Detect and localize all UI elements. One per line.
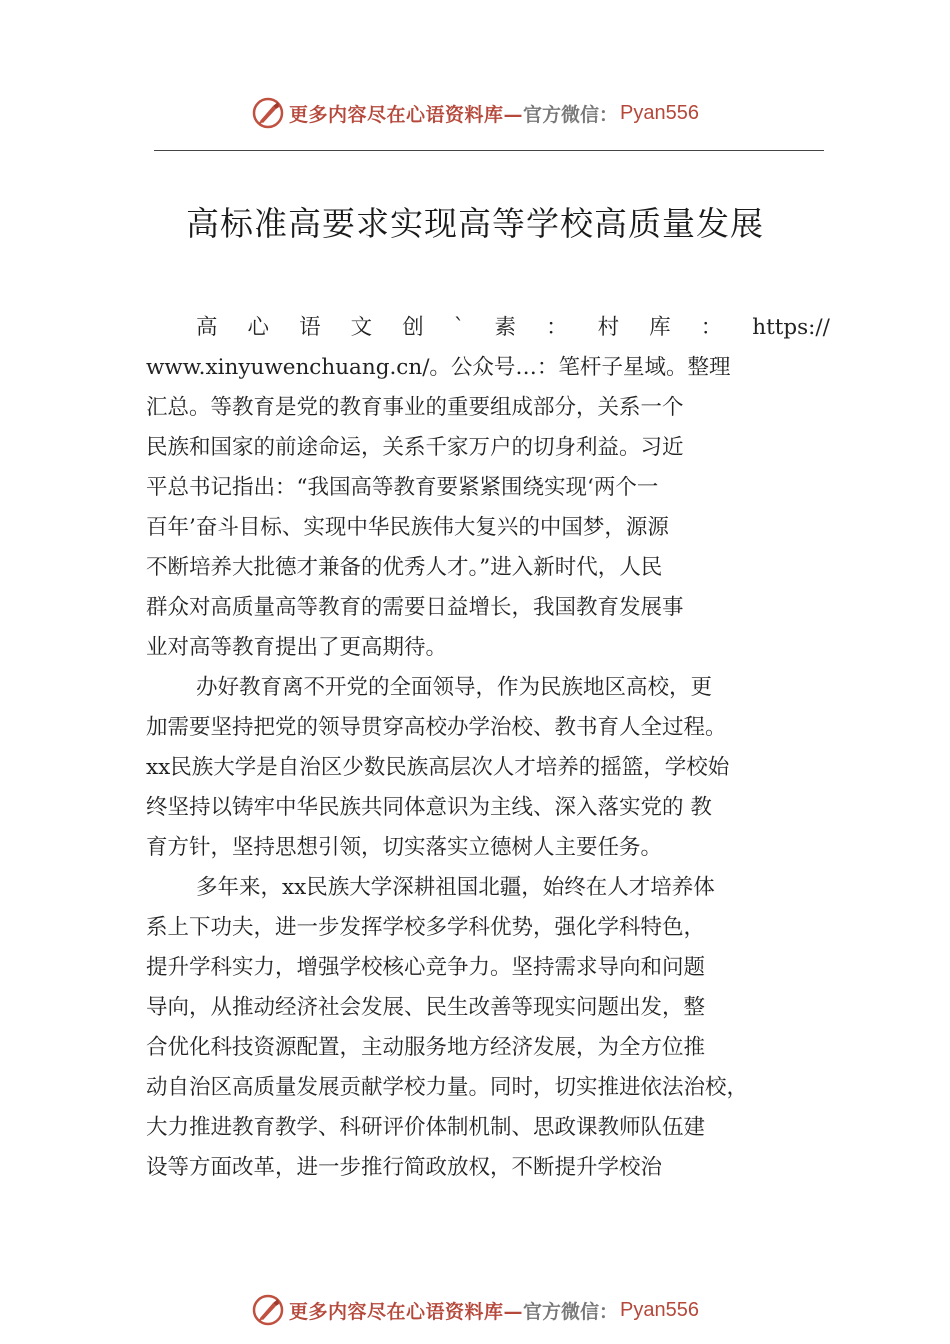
text-line: 群众对高质量高等教育的需要日益增长，我国教育发展事 [146,595,684,620]
text-line: 加需要坚持把党的领导贯穿高校办学治校、教书育人全过程。 [146,715,727,740]
text-line: 业对高等教育提出了更高期待。 [146,635,448,660]
quill-logo-icon [251,96,285,130]
text-line: 育方针，坚持思想引领，切实落实立德树人主要任务。 [146,835,663,860]
text-line: 不断培养大批德才兼备的优秀人才。”进入新时代，人民 [146,555,663,580]
header-banner [0,93,950,133]
banner-wechat-id: Pyan556 [620,1298,699,1321]
quill-logo-icon [251,1293,285,1327]
first-line [146,308,830,348]
text-line: 合优化科技资源配置，主动服务地方经济发展，为全方位推 [146,1035,706,1060]
text-line: 汇总。等教育是党的教育事业的重要组成部分，关系一个 [146,395,684,420]
first-line-char: 库 [649,315,671,340]
first-line-char: 语 [299,315,321,340]
banner-wechat-id: Pyan556 [620,101,699,124]
text-line: 百年’奋斗目标、实现中华民族伟大复兴的中国梦，源源 [146,515,669,540]
text-line: 设等方面改革，进一步推行简政放权，不断提升学校治 [146,1155,663,1180]
text-line: 大力推进教育教学、科研评价体制机制、思政课教师队伍建 [146,1115,706,1140]
text-line: www.xinyuwenchuang.cn/。公众号…：笔杆子星域。整理 [146,355,731,380]
first-line-char: https:// [752,315,830,340]
text-line: 民族和国家的前途命运，关系千家万户的切身利益。习近 [146,435,684,460]
page-title: 高标准高要求实现高等学校高质量发展 [186,204,764,243]
text-line: 提升学科实力，增强学校核心竞争力。坚持需求导向和问题 [146,955,706,980]
paragraph-start-line: 多年来，xx民族大学深耕祖国北疆，始终在人才培养体 [196,875,715,900]
first-line-char: 村 [597,315,620,340]
text-line: 平总书记指出：“我国高等教育要紧紧围绕实现‘两个一 [146,475,659,500]
banner-main-text: 更多内容尽在心语资料库— [289,1300,524,1323]
banner-main-text: 更多内容尽在心语资料库— [289,103,524,126]
text-line: xx民族大学是自治区少数民族高层次人才培养的摇篮，学校始 [146,755,730,780]
first-line-char: 文 [350,315,373,340]
article-body [146,308,830,1188]
first-line-char: 素 [494,315,517,340]
first-line-char: ： [700,315,723,340]
text-line: 终坚持以铸牢中华民族共同体意识为主线、深入落实党的 教 [146,795,712,820]
first-line-char: 高 [196,315,218,340]
header-divider [154,150,824,151]
text-line: 系上下功夫，进一步发挥学校多学科优势，强化学科特色， [146,915,706,940]
banner-wechat-label: 官方微信： [523,103,619,126]
banner-wechat-label: 官方微信： [523,1300,619,1323]
first-line-char: 创 [402,315,424,340]
footer-banner [0,1290,950,1330]
first-line-char: ： [546,315,568,340]
first-line-char: ` [453,315,465,340]
paragraph-start-line: 办好教育离不开党的全面领导，作为民族地区高校，更 [196,675,713,700]
text-line: 动自治区高质量发展贡献学校力量。同时，切实推进依法治校， [146,1075,749,1100]
text-line: 导向，从推动经济社会发展、民生改善等现实问题出发，整 [146,995,706,1020]
first-line-char: 心 [247,315,270,340]
